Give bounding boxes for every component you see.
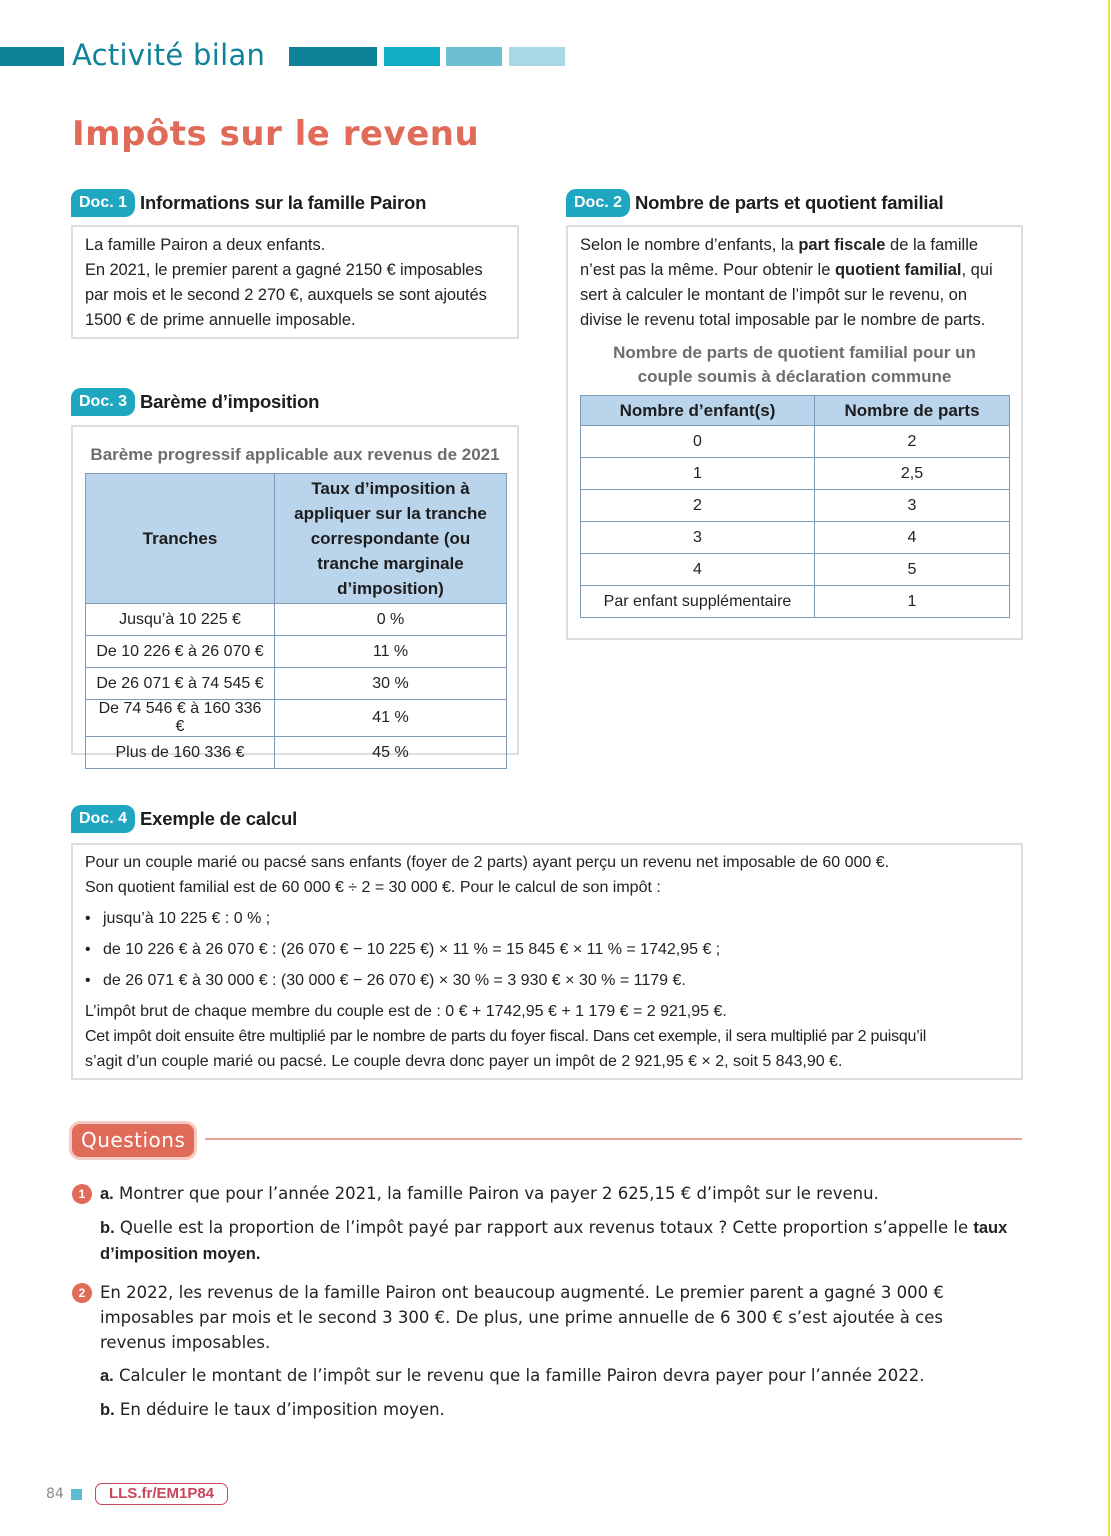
cell: 1 [581, 458, 815, 490]
doc2-text [580, 233, 1009, 333]
calc-bullet [85, 968, 1009, 993]
cell: 3 [581, 522, 815, 554]
parts-table [580, 395, 1010, 618]
doc4-heading [71, 804, 297, 834]
cell: Jusqu’à 10 225 € [86, 604, 275, 636]
part-text: Montrer que pour l’année 2021, la famille Pairon va payer 2 625,15 € d’impôt sur le revenu. [113, 1184, 879, 1203]
question-1 [72, 1181, 1032, 1271]
doc-title: Barème d’imposition [140, 391, 320, 412]
cell: 0 [581, 426, 815, 458]
header-bar [509, 47, 565, 66]
column-header: Nombre d’enfant(s) [581, 396, 815, 426]
table-row [581, 426, 1010, 458]
text-run: , qui sert à calculer le montant de l’impôt sur le revenu, on divise le revenu total imposable par le nombre de parts. [580, 261, 993, 329]
part-text: Quelle est la proportion de l’impôt payé par rapport aux revenus totaux ? Cette proportion s’appelle le [114, 1218, 974, 1237]
doc1-heading [71, 188, 426, 218]
doc-title: Exemple de calcul [140, 808, 298, 829]
calc-bullet [85, 937, 1009, 962]
part-letter: a. [100, 1185, 114, 1203]
cell: 2 [581, 490, 815, 522]
cell: 4 [815, 522, 1010, 554]
calc-bullet [85, 906, 1009, 931]
table-row [581, 522, 1010, 554]
questions-label: Questions [72, 1124, 194, 1157]
resource-link[interactable]: LLS.fr/EM1P84 [95, 1483, 228, 1505]
doc-tag: Doc. 1 [71, 189, 135, 217]
header-bar [0, 47, 64, 66]
cell: De 26 071 € à 74 545 € [86, 668, 275, 700]
table-row [581, 586, 1010, 618]
text-run: de la famille n’est pas la même. Pour obtenir le [580, 236, 979, 279]
doc3-box [71, 425, 519, 761]
question-number-badge: 2 [72, 1283, 92, 1303]
cell: 0 % [275, 604, 507, 636]
doc1-box [71, 225, 519, 339]
cell: 45 % [275, 737, 507, 769]
question-2 [72, 1280, 1032, 1430]
question-part [100, 1181, 1020, 1207]
column-header: Nombre de parts [815, 396, 1010, 426]
doc-tag: Doc. 2 [566, 189, 630, 217]
tax-bracket-table [85, 473, 507, 769]
page-marker-square [71, 1489, 82, 1500]
part-text: En déduire le taux d’imposition moyen. [114, 1400, 445, 1419]
table-row [581, 458, 1010, 490]
cell: De 74 546 € à 160 336 € [86, 700, 275, 737]
part-letter: b. [100, 1401, 115, 1419]
doc-title: Informations sur la famille Pairon [140, 192, 427, 213]
question-intro: En 2022, les revenus de la famille Pairon ont beaucoup augmenté. Le premier parent a gagné 3 000 € imposables par mois et le second 3 300 €. De plus, une prime annuelle de 6 300 € s’est ajoutée à ces revenus imposables. [100, 1283, 944, 1352]
table-row [86, 700, 507, 737]
cell: 41 % [275, 700, 507, 737]
header-bar [446, 47, 502, 66]
question-number-badge: 1 [72, 1184, 92, 1204]
part-letter: b. [100, 1219, 115, 1237]
question-part [100, 1397, 1020, 1423]
table-header-row [86, 474, 507, 604]
table-row [86, 737, 507, 769]
doc-title: Nombre de parts et quotient familial [635, 192, 944, 213]
cell: 3 [815, 490, 1010, 522]
table-row [86, 668, 507, 700]
header-bar [384, 47, 440, 66]
doc2-table-caption: Nombre de parts de quotient familial pour un couple soumis à déclaration commune [613, 343, 976, 386]
activity-label: Activité bilan [72, 38, 266, 72]
table-header-row [581, 396, 1010, 426]
bullet-text: jusqu’à 10 225 € : 0 % ; [103, 910, 271, 927]
page-number: 84 [46, 1486, 64, 1502]
doc4-intro: Pour un couple marié ou pacsé sans enfants (foyer de 2 parts) ayant perçu un revenu net imposable de 60 000 €. [85, 854, 890, 871]
table-row [581, 554, 1010, 586]
bullet-text: de 10 226 € à 26 070 € : (26 070 € − 10 225 €) × 11 % = 15 845 € × 11 % = 1742,95 € ; [103, 941, 721, 958]
term-quotient-familial: quotient familial [834, 261, 962, 279]
doc-tag: Doc. 4 [71, 805, 135, 833]
cell: Par enfant supplémentaire [581, 586, 815, 618]
doc2-box [566, 225, 1023, 640]
cell: 5 [815, 554, 1010, 586]
bullet-icon: • [85, 972, 91, 989]
text-run: Selon le nombre d’enfants, la [580, 236, 799, 254]
doc4-intro: Son quotient familial est de 60 000 € ÷ 2 = 30 000 €. Pour le calcul de son impôt : [85, 879, 661, 896]
page-title: Impôts sur le revenu [72, 114, 480, 154]
table-row [86, 604, 507, 636]
column-header: Taux d’imposition à appliquer sur la tranche correspondante (ou tranche marginale d’imposition) [275, 474, 507, 604]
part-letter: a. [100, 1367, 114, 1385]
doc4-box [71, 843, 1023, 1080]
cell: 4 [581, 554, 815, 586]
doc1-line: par mois et le second 2 270 €, auxquels se sont ajoutés [85, 286, 487, 304]
page-edge-rule [1108, 0, 1110, 1536]
cell: 2 [815, 426, 1010, 458]
bullet-icon: • [85, 910, 91, 927]
doc3-heading [71, 387, 319, 417]
term-part-fiscale: part fiscale [798, 236, 886, 254]
column-header: Tranches [86, 474, 275, 604]
bullet-icon: • [85, 941, 91, 958]
term-taux-moyen: taux d’imposition moyen. [100, 1219, 1008, 1263]
questions-divider [205, 1138, 1022, 1140]
table-row [86, 636, 507, 668]
part-text: Calculer le montant de l’impôt sur le revenu que la famille Pairon devra payer pour l’année 2022. [113, 1366, 925, 1385]
doc4-outro: s’agit d’un couple marié ou pacsé. Le couple devra donc payer un impôt de 2 921,95 € × 2, soit 5 843,90 €. [85, 1053, 843, 1070]
cell: 1 [815, 586, 1010, 618]
cell: De 10 226 € à 26 070 € [86, 636, 275, 668]
bullet-text: de 26 071 € à 30 000 € : (30 000 € − 26 070 €) × 30 % = 3 930 € × 30 % = 1179 €. [103, 972, 686, 989]
question-part [100, 1215, 1020, 1267]
doc2-heading [566, 188, 943, 218]
doc3-table-caption: Barème progressif applicable aux revenus de 2021 [90, 445, 500, 464]
cell: 2,5 [815, 458, 1010, 490]
cell: 30 % [275, 668, 507, 700]
doc1-line: La famille Pairon a deux enfants. [85, 236, 326, 254]
doc1-line: 1500 € de prime annuelle imposable. [85, 311, 356, 329]
doc4-outro: Cet impôt doit ensuite être multiplié par le nombre de parts du foyer fiscal. Dans cet exemple, il sera multiplié par 2 puisqu’il [85, 1028, 927, 1045]
header-bar [289, 47, 377, 66]
question-part [100, 1363, 1020, 1389]
doc1-line: En 2021, le premier parent a gagné 2150 € imposables [85, 261, 483, 279]
doc4-outro: L’impôt brut de chaque membre du couple est de : 0 € + 1742,95 € + 1 179 € = 2 921,95 €. [85, 1003, 727, 1020]
table-row [581, 490, 1010, 522]
doc-tag: Doc. 3 [71, 388, 135, 416]
cell: Plus de 160 336 € [86, 737, 275, 769]
cell: 11 % [275, 636, 507, 668]
